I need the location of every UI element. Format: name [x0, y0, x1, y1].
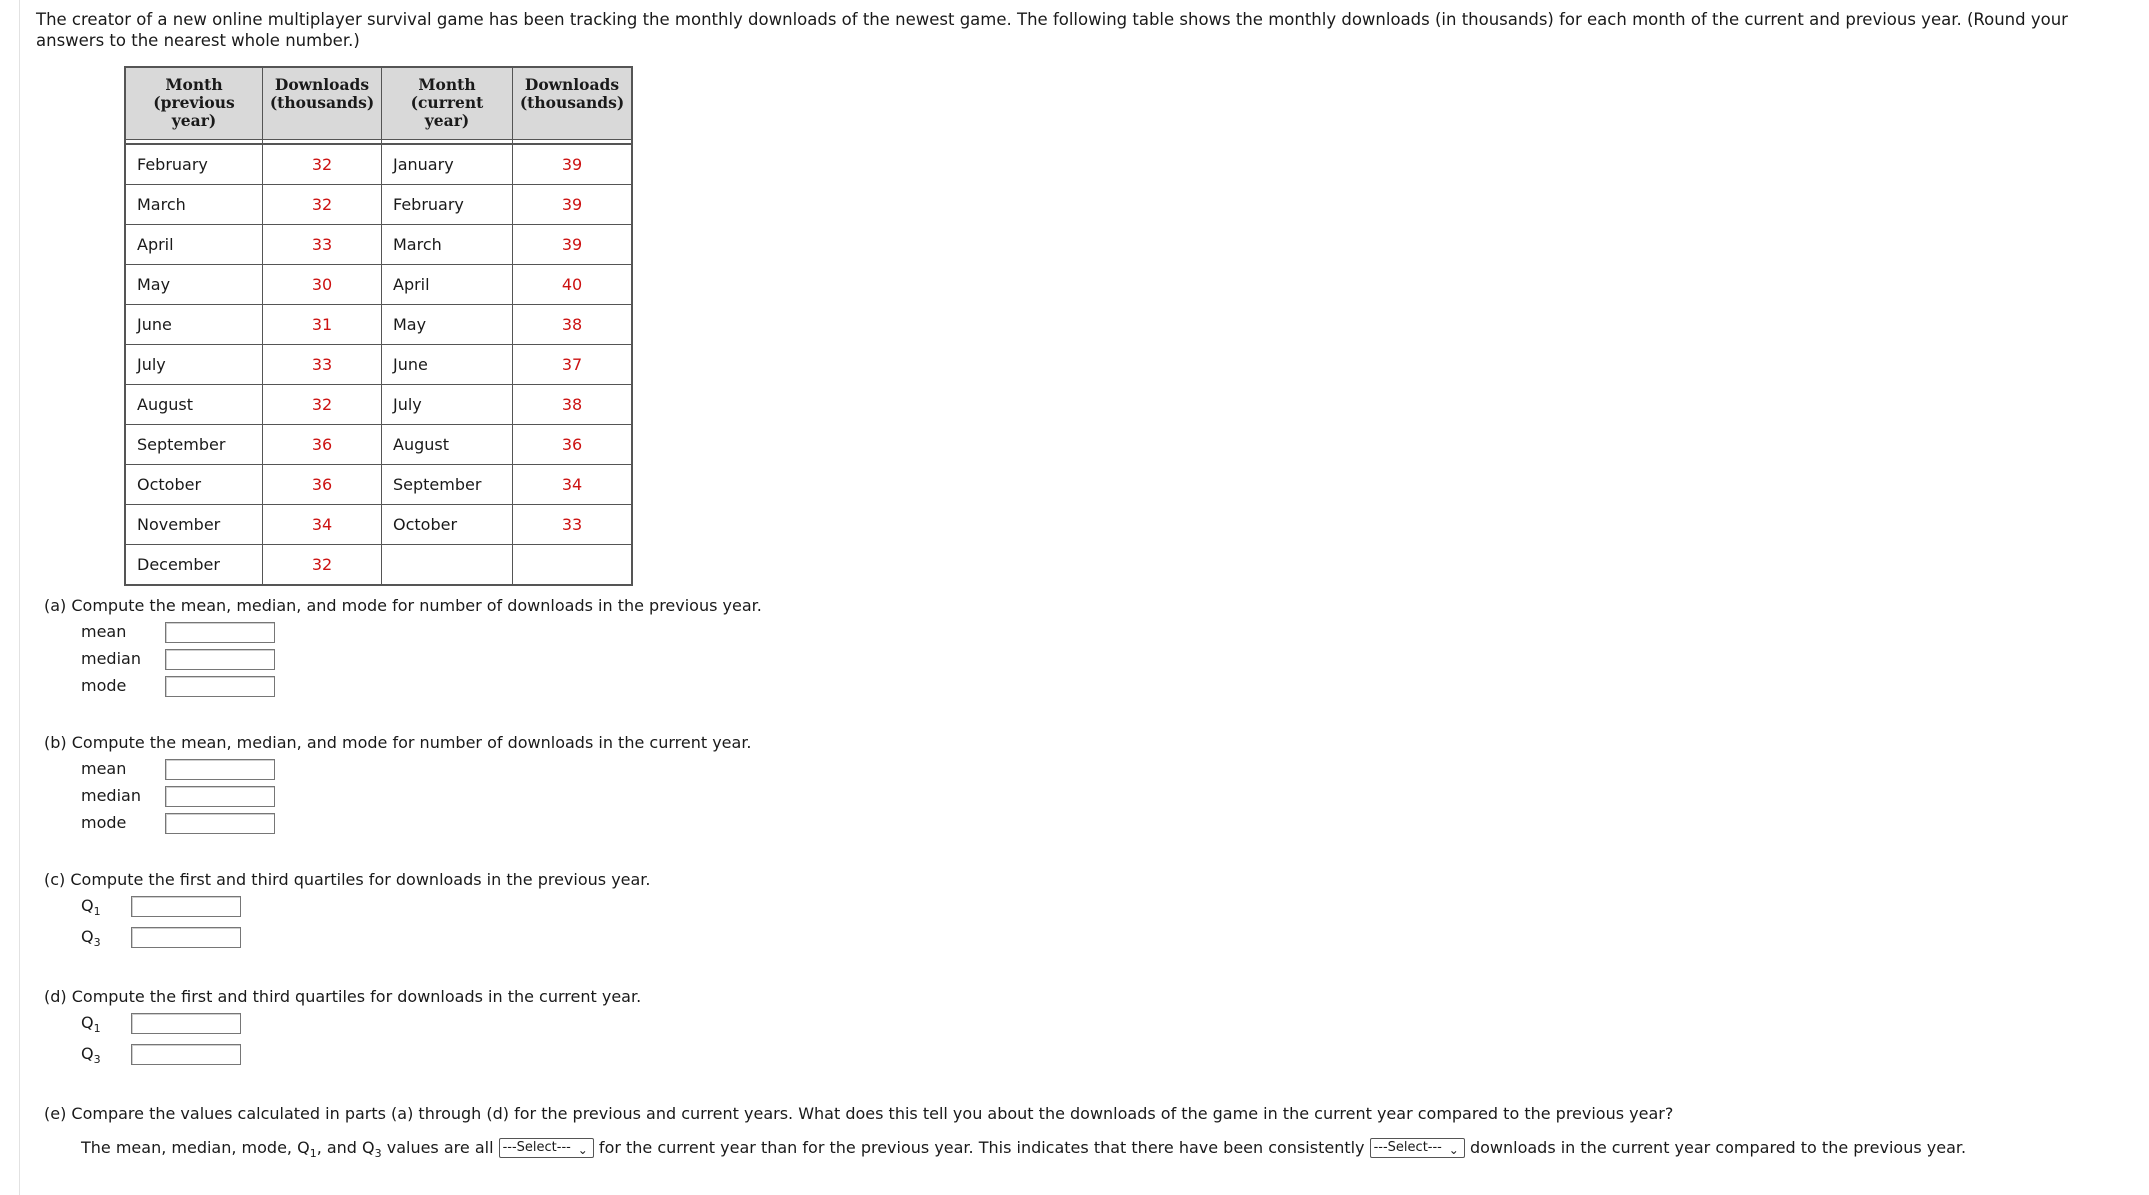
table-header-row [125, 67, 632, 140]
month-current-cell: February [382, 185, 513, 225]
downloads-previous-cell: 36 [263, 425, 382, 465]
downloads-current-cell: 39 [513, 144, 633, 185]
month-previous-cell: April [125, 225, 263, 265]
month-current-cell: May [382, 305, 513, 345]
part-a-mean-input[interactable] [165, 622, 275, 643]
downloads-previous-cell: 36 [263, 465, 382, 505]
header-month-current: Month (current year) [382, 67, 513, 140]
problem-intro: The creator of a new online multiplayer survival game has been tracking the monthly downloads of the newest game. The following table shows the monthly downloads (in thousands) for each month of the current and previous year. (Round your answers to the nearest whole number.) [36, 10, 2068, 50]
month-previous-cell: May [125, 265, 263, 305]
month-previous-cell: October [125, 465, 263, 505]
part-e-answer-sentence: The mean, median, mode, $Q_1$, and $Q_3$ values are all ---Select--- ⌄ for the current year than for the previous year. This indicates that there have been consistently ---Select--- ⌄ downloads in the current year compared to the previous year. [81, 1138, 1967, 1161]
month-previous-cell: February [125, 144, 263, 185]
chevron-down-icon: ⌄ [577, 1142, 588, 1157]
table-row [125, 545, 632, 586]
table-row [125, 225, 632, 265]
month-previous-cell: June [125, 305, 263, 345]
part-b-mode-label: mode [81, 813, 127, 832]
part-b-question: (b) Compute the mean, median, and mode for number of downloads in the current year. [44, 733, 752, 752]
downloads-current-cell: 36 [513, 425, 633, 465]
comparison-select[interactable]: ---Select--- ⌄ [499, 1138, 594, 1158]
part-c-q1-input[interactable] [131, 896, 241, 917]
part-a-median-label: median [81, 649, 141, 668]
month-current-cell: August [382, 425, 513, 465]
part-c-q3-label: $Q_3$ [81, 927, 101, 950]
downloads-current-cell: 33 [513, 505, 633, 545]
table-row [125, 144, 632, 185]
downloads-previous-cell: 33 [263, 345, 382, 385]
downloads-current-cell: 34 [513, 465, 633, 505]
part-a-median-input[interactable] [165, 649, 275, 670]
table-row [125, 465, 632, 505]
trend-select[interactable]: ---Select--- ⌄ [1370, 1138, 1465, 1158]
part-a-mode-label: mode [81, 676, 127, 695]
month-current-cell: January [382, 144, 513, 185]
downloads-current-cell: 39 [513, 185, 633, 225]
month-current-cell: June [382, 345, 513, 385]
table-row [125, 305, 632, 345]
downloads-current-cell: 39 [513, 225, 633, 265]
part-c-q3-input[interactable] [131, 927, 241, 948]
month-current-cell: April [382, 265, 513, 305]
downloads-previous-cell: 32 [263, 185, 382, 225]
table-row [125, 345, 632, 385]
month-previous-cell: July [125, 345, 263, 385]
part-d-q3-input[interactable] [131, 1044, 241, 1065]
month-current-cell: October [382, 505, 513, 545]
part-d-q3-label: $Q_3$ [81, 1044, 101, 1067]
month-previous-cell: September [125, 425, 263, 465]
downloads-current-cell: 38 [513, 385, 633, 425]
downloads-current-cell: 38 [513, 305, 633, 345]
part-b-mean-input[interactable] [165, 759, 275, 780]
part-c-question: (c) Compute the first and third quartiles for downloads in the previous year. [44, 870, 651, 889]
part-e-question: (e) Compare the values calculated in parts (a) through (d) for the previous and current years. What does this tell you about the downloads of the game in the current year compared to the previous year? [44, 1104, 1674, 1123]
month-current-cell: March [382, 225, 513, 265]
frame-divider [19, 0, 20, 1195]
month-previous-cell: March [125, 185, 263, 225]
downloads-previous-cell: 32 [263, 545, 382, 586]
part-d-q1-input[interactable] [131, 1013, 241, 1034]
table-row [125, 265, 632, 305]
table-row [125, 185, 632, 225]
header-month-previous: Month (previous year) [125, 67, 263, 140]
downloads-current-cell [513, 545, 633, 586]
downloads-current-cell: 37 [513, 345, 633, 385]
part-d-q1-label: $Q_1$ [81, 1013, 101, 1036]
month-previous-cell: November [125, 505, 263, 545]
chevron-down-icon: ⌄ [1448, 1142, 1459, 1157]
month-previous-cell: August [125, 385, 263, 425]
month-previous-cell: December [125, 545, 263, 586]
part-a-question: (a) Compute the mean, median, and mode for number of downloads in the previous year. [44, 596, 762, 615]
header-downloads-previous: Downloads (thousands) [263, 67, 382, 140]
downloads-previous-cell: 32 [263, 144, 382, 185]
part-d-question: (d) Compute the first and third quartiles for downloads in the current year. [44, 987, 642, 1006]
part-b-mean-label: mean [81, 759, 127, 778]
part-a-mode-input[interactable] [165, 676, 275, 697]
downloads-current-cell: 40 [513, 265, 633, 305]
table-row [125, 425, 632, 465]
month-current-cell: July [382, 385, 513, 425]
downloads-previous-cell: 34 [263, 505, 382, 545]
part-c-q1-label: $Q_1$ [81, 896, 101, 919]
downloads-previous-cell: 31 [263, 305, 382, 345]
table-row [125, 385, 632, 425]
downloads-previous-cell: 30 [263, 265, 382, 305]
downloads-table [124, 66, 633, 586]
downloads-previous-cell: 33 [263, 225, 382, 265]
table-row [125, 505, 632, 545]
downloads-previous-cell: 32 [263, 385, 382, 425]
month-current-cell [382, 545, 513, 586]
part-b-median-input[interactable] [165, 786, 275, 807]
header-downloads-current: Downloads (thousands) [513, 67, 633, 140]
month-current-cell: September [382, 465, 513, 505]
part-a-mean-label: mean [81, 622, 127, 641]
part-b-mode-input[interactable] [165, 813, 275, 834]
part-b-median-label: median [81, 786, 141, 805]
